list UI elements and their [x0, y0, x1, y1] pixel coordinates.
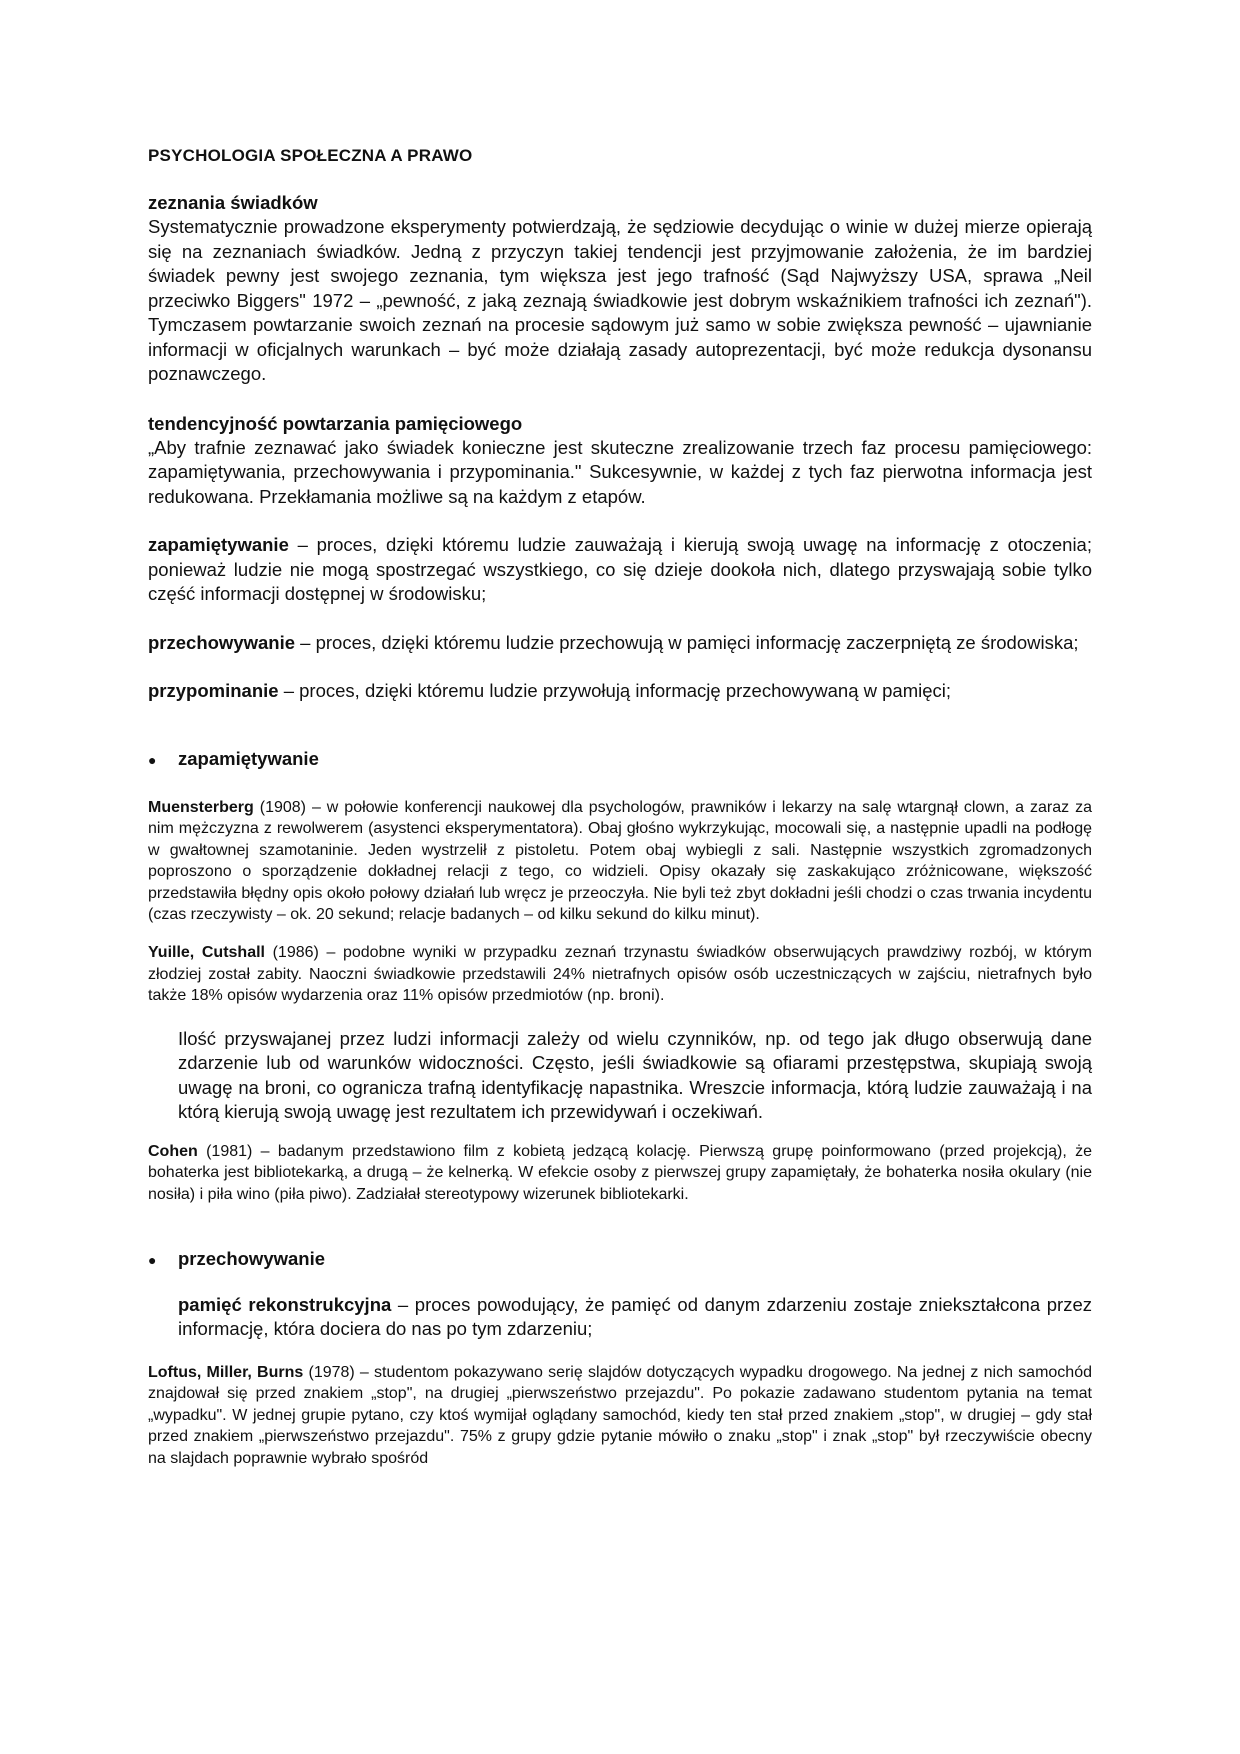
- section-body-testimony: Systematycznie prowadzone eksperymenty potwierdzają, że sędziowie decydując o winie w dużej mierze opierają się na zeznaniach świadków. Jedną z przyczyn takiej tendencji jest przyjmowanie założenia, że im bardziej świadek pewny jest swojego zeznania, tym większa jest jego trafność (Sąd Najwyższy USA, sprawa „Neil przeciwko Biggers" 1972 – „pewność, z jaką zeznają świadkowie jest dobrym wskaźnikiem trafności ich zeznań"). Tymczasem powtarzanie swoich zeznań na procesie sądowym już samo w sobie zwiększa pewność – ujawnianie informacji w oficjalnych warunkach – być może działają zasady autoprezentacji, być może redukcja dysonansu poznawczego.: [148, 216, 1092, 384]
- study-text: (1981) – badanym przedstawiono film z kobietą jedzącą kolację. Pierwszą grupę poinformowano (przed projekcją), że bohaterka jest bibliotekarką, a drugą – że kelnerką. W efekcie osoby z pierwszej grupy zapamiętały, że bohaterka nosiła okulary (nie nosiła) i piła wino (piła piwo). Zadziałał stereotypowy wizerunek bibliotekarki.: [148, 1142, 1092, 1204]
- encoding-note: Ilość przyswajanej przez ludzi informacji zależy od wielu czynników, np. od tego jak długo obserwują dane zdarzenie lub od warunków widoczności. Często, jeśli świadkowie są ofiarami przestępstwa, skupiają swoją uwagę na broni, co ogranicza trafną identyfikację napastnika. Wreszcie informacja, którą ludzie zauważają i na którą kierują swoją uwagę jest rezultatem ich przewidywań i oczekiwań.: [178, 1027, 1092, 1123]
- study-muensterberg: [148, 797, 1092, 927]
- bullet-dot-icon: ●: [148, 751, 157, 768]
- study-author: Yuille, Cutshall: [148, 944, 265, 962]
- definition-encoding: [148, 533, 1092, 607]
- study-text: (1908) – w połowie konferencji naukowej dla psychologów, prawników i lekarzy na salę wtargnął clown, a zaraz za nim mężczyzna z rewolwerem (asystenci eksperymentatora). Obaj głośno wykrzykując, mocowali się, a następnie upadli na podłogę w gwałtownej szamotaninie. Jeden wystrzelił z pistoletu. Potem obaj wybiegli z sali. Następnie wszystkich zgromadzonych poproszono o sporządzenie dokładnej relacji z tego, co widzieli. Opisy okazały się zaskakująco zróżnicowane, większość przedstawiła błędny opis około połowy działań lub wręcz je przeoczyła. Nie byli też zbyt dokładni jeśli chodzi o czas trwania incydentu (czas rzeczywisty – ok. 20 sekund; relacje badanych – od kilku sekund do kilku minut).: [148, 798, 1092, 924]
- bullet-label: przechowywanie: [178, 1247, 326, 1269]
- definition-text: – proces, dzięki któremu ludzie przywołują informację przechowywaną w pamięci;: [278, 680, 952, 701]
- definition-reconstructive-memory: [178, 1293, 1092, 1342]
- bullet-encoding: [148, 746, 1092, 773]
- study-cohen: [148, 1141, 1092, 1206]
- definition-storage: [148, 631, 1092, 656]
- section-heading-testimony: zeznania świadków: [148, 192, 318, 213]
- study-yuille-cutshall: [148, 942, 1092, 1007]
- study-text: (1986) – podobne wyniki w przypadku zeznań trzynastu świadków obserwujących prawdziwy rozbój, w którym złodziej został zabity. Naoczni świadkowie przedstawili 24% nietrafnych opisów osób uczestniczących w zajściu, nietrafnych było także 18% opisów wydarzenia oraz 11% opisów przedmiotów (np. broni).: [148, 944, 1092, 1005]
- definition-retrieval: [148, 679, 1092, 704]
- definition-text: – proces powodujący, że pamięć od danym zdarzeniu zostaje zniekształcona przez informację, która dociera do nas po tym zdarzeniu;: [178, 1293, 1092, 1340]
- study-loftus-miller-burns: [148, 1362, 1092, 1470]
- definition-term: przechowywanie: [148, 631, 296, 653]
- study-author: Loftus, Miller, Burns: [148, 1363, 304, 1381]
- bullet-storage: [148, 1246, 1092, 1273]
- study-author: Muensterberg: [148, 798, 254, 816]
- bullet-label: zapamiętywanie: [178, 747, 319, 769]
- definition-text: – proces, dzięki któremu ludzie przechowują w pamięci informację zaczerpniętą ze środowiska;: [295, 631, 1079, 653]
- definition-term: przypominanie: [148, 680, 279, 701]
- study-author: Cohen: [148, 1142, 198, 1160]
- section-heading-memory-bias: tendencyjność powtarzania pamięciowego: [148, 412, 523, 434]
- definition-term: pamięć rekonstrukcyjna: [178, 1293, 392, 1315]
- section-body-memory-bias: „Aby trafnie zeznawać jako świadek konieczne jest skuteczne zrealizowanie trzech faz procesu pamięciowego: zapamiętywania, przechowywania i przypominania." Sukcesywnie, w każdej z tych faz pierwotna informacja jest redukowana. Przekłamania możliwe są na każdym z etapów.: [148, 436, 1092, 507]
- bullet-dot-icon: ●: [148, 1251, 157, 1268]
- definition-term: zapamiętywanie: [148, 534, 289, 555]
- document-title: PSYCHOLOGIA SPOŁECZNA A PRAWO: [148, 146, 473, 165]
- document-page: [148, 146, 1092, 1470]
- study-text: (1978) – studentom pokazywano serię slajdów dotyczących wypadku drogowego. Na jednej z nich samochód znajdował się przed znakiem „stop", na drugiej „pierwszeństwo przejazdu". Po pokazie zadawano studentom pytania na temat „wypadku". W jednej grupie pytano, czy ktoś wymijał oglądany samochód, kiedy ten stał przed znakiem „stop", w drugiej – gdy stał przed znakiem „pierwszeństwo przejazdu". 75% z grupy gdzie pytanie mówiło o znaku „stop" i znak „stop" był rzeczywiście obecny na slajdach poprawnie wybrało spośród: [148, 1363, 1092, 1467]
- definition-text: – proces, dzięki któremu ludzie zauważają i kierują swoją uwagę na informację z otoczenia; ponieważ ludzie nie mogą spostrzegać wszystkiego, co się dzieje dookoła nich, dlatego przyswajają sobie tylko część informacji dostępnej w środowisku;: [148, 534, 1092, 604]
